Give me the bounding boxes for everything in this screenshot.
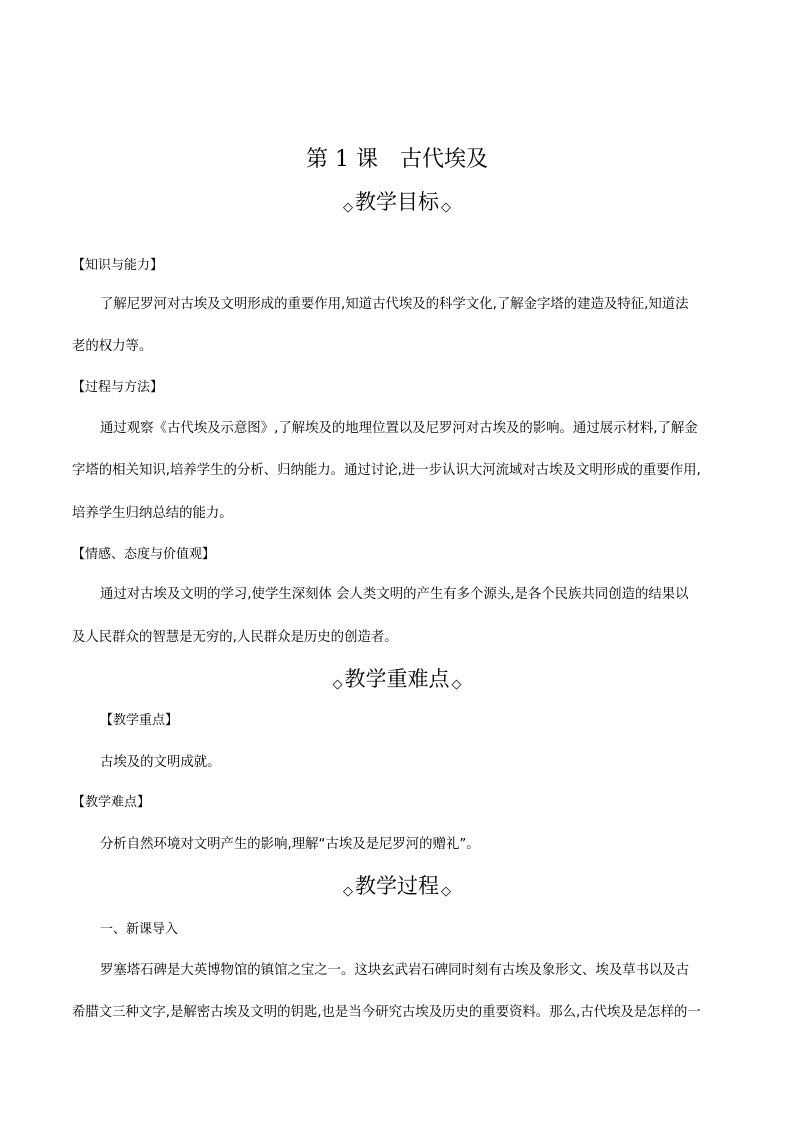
- step1-line: 希腊文三种文字,是解密古埃及文明的钥匙,也是当今研究古埃及历史的重要资料。那么,古代埃及是怎样的一: [72, 1005, 701, 1020]
- difficulty-label: 【教学难点】: [72, 795, 151, 810]
- section-title-key-points: 教学重难点: [344, 667, 450, 691]
- emotion-line: 通过对古埃及文明的学习,使学生深刻体 会人类文明的产生有多个源头,是各个民族共同创造的结果以: [100, 587, 689, 602]
- difficulty-text: 分析自然环境对文明产生的影响,理解“古埃及是尼罗河的赠礼”。: [100, 837, 480, 852]
- section-title-process: 教学过程: [355, 874, 439, 898]
- lesson-title: [0, 147, 794, 173]
- lesson-number: 第 1 课: [306, 147, 378, 172]
- step1-line: 罗塞塔石碑是大英博物馆的镇馆之宝之一。这块玄武岩石碑同时刻有古埃及象形文、埃及草书以及古: [100, 963, 690, 978]
- emotion-line: 及人民群众的智慧是无穷的,人民群众是历史的创造者。: [72, 630, 398, 645]
- diamond-icon: ◇: [343, 200, 353, 215]
- diamond-icon: ◇: [343, 884, 353, 899]
- process-method-line: 培养学生归纳总结的能力。: [72, 506, 233, 521]
- section-heading-objectives: [0, 189, 794, 221]
- section-title-objectives: 教学目标: [355, 190, 439, 214]
- process-method-label: 【过程与方法】: [72, 380, 164, 395]
- diamond-icon: ◇: [451, 677, 462, 692]
- lesson-name: 古代埃及: [399, 147, 488, 172]
- knowledge-line: 老的权力等。: [72, 339, 153, 354]
- step1-label: 一、新课导入: [100, 922, 179, 937]
- section-heading-process: [0, 873, 794, 905]
- section-heading-key-points: [0, 666, 794, 698]
- knowledge-label: 【知识与能力】: [72, 258, 164, 273]
- focus-label: 【教学重点】: [100, 713, 179, 728]
- process-method-line: 通过观察《古代埃及示意图》,了解埃及的地理位置以及尼罗河对古埃及的影响。通过展示材料,了解金: [100, 421, 698, 436]
- diamond-icon: ◇: [332, 677, 343, 692]
- diamond-icon: ◇: [441, 884, 451, 899]
- diamond-icon: ◇: [441, 200, 451, 215]
- emotion-label: 【情感、态度与价值观】: [72, 547, 216, 562]
- process-method-line: 字塔的相关知识,培养学生的分析、归纳能力。通过讨论,进一步认识大河流域对古埃及文明形成的重要作用,: [72, 463, 701, 478]
- knowledge-line: 了解尼罗河对古埃及文明形成的重要作用,知道古代埃及的科学文化,了解金字塔的建造及特征,知道法: [100, 297, 689, 312]
- focus-text: 古埃及的文明成就。: [100, 755, 221, 770]
